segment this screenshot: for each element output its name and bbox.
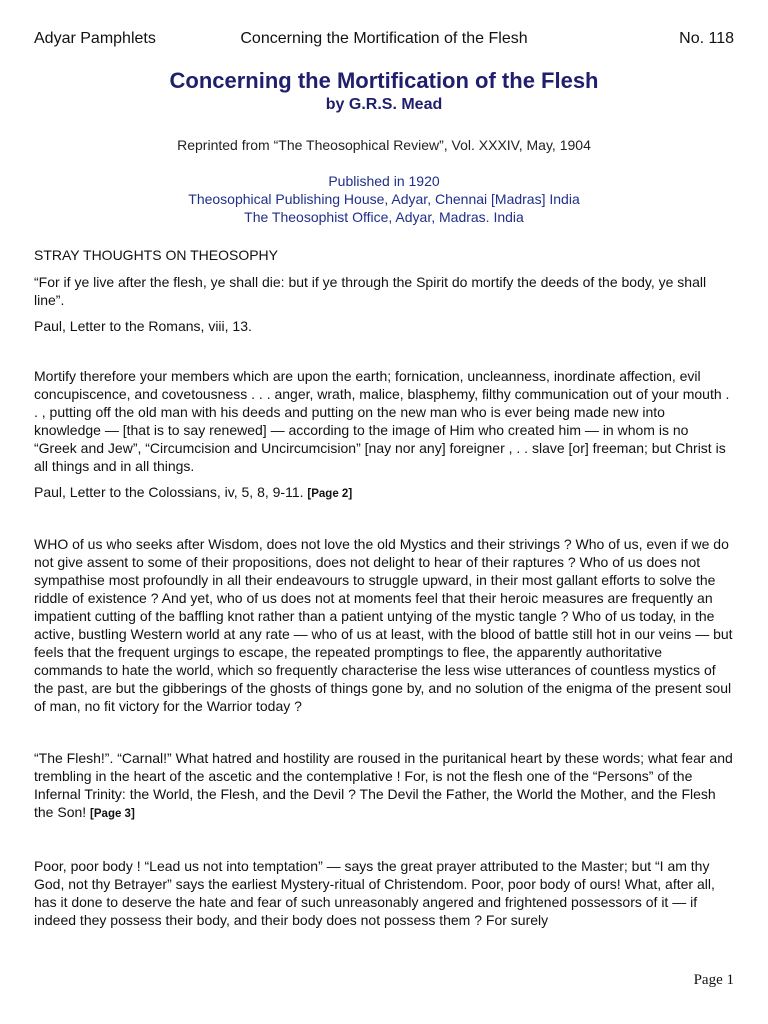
page-number: Page 1 xyxy=(693,972,734,988)
epigraph-quote-2: Mortify therefore your members which are upon the earth; fornication, uncleanness, inordinate affection, evil concupiscence, and covetousness . . . anger, wrath, malice, blasphemy, filthy communication out of your mouth . . , putting off the old man with his deeds and putting on the new man who is ever being made new into knowledge — [that is to say renewed] — according to the image of Him who created him — in whom is no “Greek and Jew”, “Circumcision and Uncircumcision” [nay nor any] foreigner , . . slave [or] freeman; but Christ is all things and in all things. xyxy=(34,368,730,474)
publication-info xyxy=(0,172,768,226)
paragraph-text: “The Flesh!”. “Carnal!” What hatred and hostility are roused in the puritanical heart by these words; what fear and trembling in the heart of the ascetic and the contemplative ! For, is not the flesh one of the “Persons” of the Infernal Trinity: the World, the Flesh, and the Devil ? The Devil the Father, the World the Mother, and the Flesh the Son! xyxy=(34,750,733,820)
author-byline: by G.R.S. Mead xyxy=(325,96,443,113)
page-marker: [Page 2] xyxy=(307,488,353,500)
publisher-office: The Theosophist Office, Adyar, Madras. India xyxy=(244,209,524,225)
document-title: Concerning the Mortification of the Flesh xyxy=(169,68,599,93)
publication-year: Published in 1920 xyxy=(328,173,440,189)
header-number: No. 118 xyxy=(679,30,734,47)
epigraph-source-2 xyxy=(34,483,734,503)
running-header xyxy=(34,30,734,52)
paragraph: WHO of us who seeks after Wisdom, does not love the old Mystics and their strivings ? Who of us, even if we do not give assent to some of their propositions, does not delight to hear of their raptures ? Who of us does not sympathise most profoundly in all their endeavours to struggle upward, in their most gallant efforts to solve the riddle of existence ? And yet, who of us does not at moments feel that their heroic measures are frequently an impatient cutting of the baffling knot rather than a patient untying of the mystic tangle ? Who of us today, in the active, bustling Western world at any rate — who of us at least, with the blood of battle still hot in our veins — but feels that the frequent urgings to escape, the repeated promptings to flee, the apparently authoritative commands to hate the world, which so frequently characterise the less wise utterances of countless mystics of the past, are but the gibberings of the ghosts of things gone by, and no solution of the enigma of the present soul of man, no fit victory for the Warrior today ? xyxy=(34,536,733,714)
body-text xyxy=(34,246,734,929)
paragraph: Poor, poor body ! “Lead us not into temptation” — says the great prayer attributed to the Master; but “I am thy God, not thy Betrayer” says the earliest Mystery-ritual of Christendom. Poor, poor body of ours! What, after all, has it done to deserve the hate and fear of such unreasonably angered and frightened possessors of it — if indeed they possess their body, and their body does not possess them ? For surely xyxy=(34,858,715,928)
epigraph-source-1: Paul, Letter to the Romans, viii, 13. xyxy=(34,318,252,334)
header-title: Concerning the Mortification of the Flesh xyxy=(240,30,528,47)
paragraph xyxy=(34,749,734,823)
reprint-note: Reprinted from “The Theosophical Review”, Vol. XXXIV, May, 1904 xyxy=(177,137,591,153)
header-series: Adyar Pamphlets xyxy=(34,30,156,47)
section-heading: STRAY THOUGHTS ON THEOSOPHY xyxy=(34,247,279,263)
epigraph-quote-1: “For if ye live after the flesh, ye shall die: but if ye through the Spirit do mortify the deeds of the body, ye shall line”. xyxy=(34,274,707,308)
page-marker: [Page 3] xyxy=(90,808,135,820)
publisher: Theosophical Publishing House, Adyar, Chennai [Madras] India xyxy=(188,191,580,207)
epigraph-source-2-text: Paul, Letter to the Colossians, iv, 5, 8, 9-11. xyxy=(34,484,304,500)
